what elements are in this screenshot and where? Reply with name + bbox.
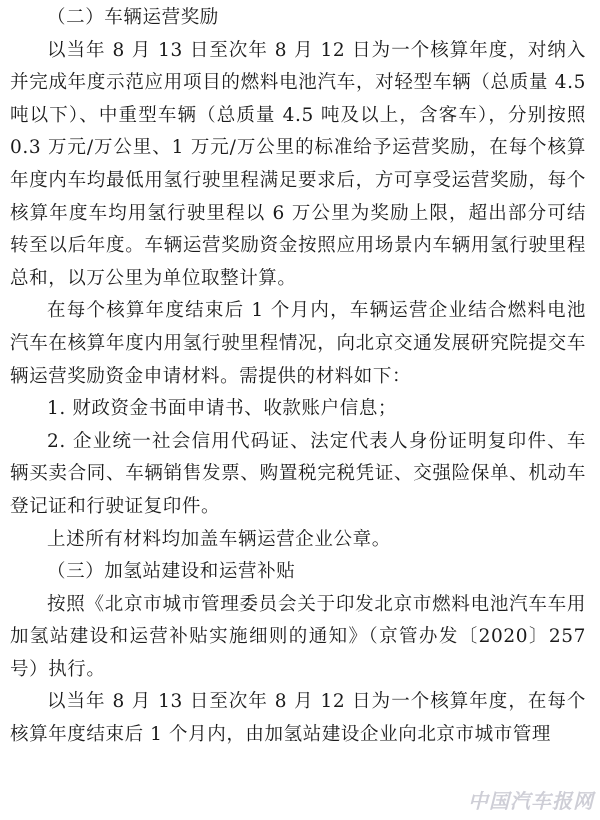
section-heading-hydrogen-station-subsidy: （三）加氢站建设和运营补贴 <box>47 561 296 583</box>
paragraph-station-accounting-year: 以当年 8 月 13 日至次年 8 月 12 日为一个核算年度，在每个核算年度结束后 1 个月内，由加氢站建设企业向北京市城市管理 <box>10 691 586 746</box>
paragraph-reward-standard: 以当年 8 月 13 日至次年 8 月 12 日为一个核算年度，对纳入并完成年度示范应用项目的燃料电池汽车，对轻型车辆（总质量 4.5 吨以下）、中重型车辆（总质量 4.5 吨及以上，含客车），分别按照 0.3 万元/万公里、1 万元/万公里的标准给予运营奖励，在每个核算年度内车均最低用氢行驶里程满足要求后，方可享受运营奖励，每个核算年度车均用氢行驶里程以 6 万公里为奖励上限，超出部分可结转至以后年度。车辆运营奖励资金按照应用场景内车辆用氢行驶里程总和，以万公里为单位取整计算。 <box>10 39 586 289</box>
paragraph-policy-reference: 按照《北京市城市管理委员会关于印发北京市燃料电池汽车车用加氢站建设和运营补贴实施细则的通知》（京管办发〔2020〕257号）执行。 <box>10 593 586 680</box>
list-item-material-2: 2. 企业统一社会信用代码证、法定代表人身份证明复印件、车辆买卖合同、车辆销售发票、购置税完税凭证、交强险保单、机动车登记证和行驶证复印件。 <box>10 430 586 517</box>
watermark-logo: 中国汽车报网 <box>468 789 594 813</box>
paragraph-company-seal: 上述所有材料均加盖车辆运营企业公章。 <box>47 528 391 550</box>
list-item-material-1: 1. 财政资金书面申请书、收款账户信息； <box>47 398 398 420</box>
paragraph-application-deadline: 在每个核算年度结束后 1 个月内，车辆运营企业结合燃料电池汽车在核算年度内用氢行驶里程情况，向北京交通发展研究院提交车辆运营奖励资金申请材料。需提供的材料如下： <box>10 300 586 387</box>
section-heading-vehicle-operation-reward: （二）车辆运营奖励 <box>47 7 219 28</box>
